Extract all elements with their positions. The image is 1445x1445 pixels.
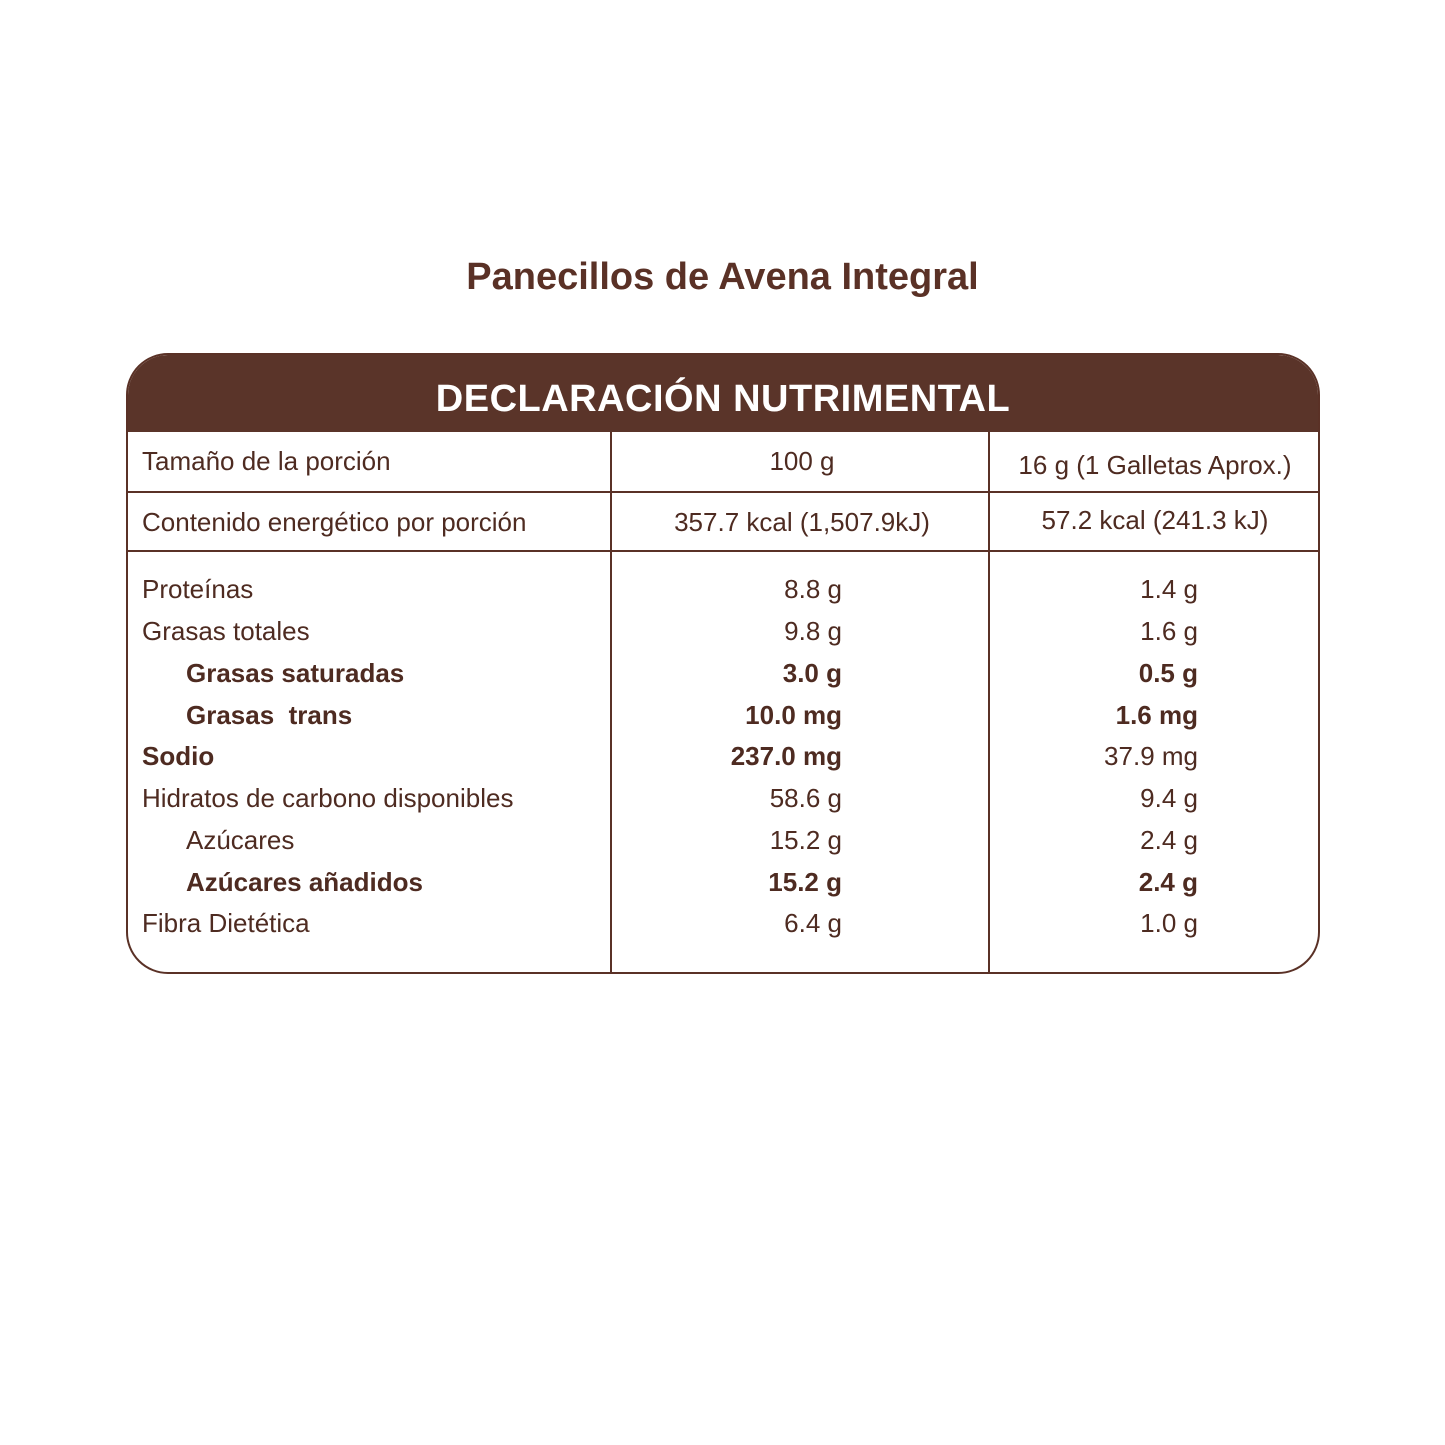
nutrient-col1: 58.6 g [769, 783, 842, 813]
nutrient-col1: 3.0 g [782, 658, 842, 688]
energy-label: Contenido energético por porción [142, 507, 527, 537]
nutrient-col2: 37.9 mg [1104, 741, 1198, 771]
nutrient-label: Proteínas [142, 574, 254, 604]
portion-col2: 16 g (1 Galletas Aprox.) [1018, 450, 1292, 480]
nutrient-col2: 1.4 g [1140, 574, 1198, 604]
nutrient-label: Azúcares [186, 825, 295, 855]
nutrient-label: Azúcares añadidos [186, 867, 423, 897]
energy-col1: 357.7 kcal (1,507.9kJ) [674, 507, 930, 537]
nutrient-col1: 15.2 g [769, 825, 842, 855]
nutrient-col2: 1.0 g [1140, 908, 1198, 938]
nutrient-col1: 237.0 mg [730, 741, 842, 771]
product-title: Panecillos de Avena Integral [466, 256, 979, 298]
table-header: DECLARACIÓN NUTRIMENTAL [128, 355, 1318, 432]
nutrient-col1: 8.8 g [784, 574, 842, 604]
portion-col1: 100 g [769, 446, 835, 476]
nutrient-col2: 1.6 mg [1115, 700, 1198, 730]
nutrient-label: Hidratos de carbono disponibles [142, 783, 514, 813]
nutrient-col2: 0.5 g [1138, 658, 1198, 688]
row-divider-2 [128, 550, 1318, 552]
nutrient-col1: 9.8 g [784, 616, 842, 646]
nutrient-col1: 10.0 mg [745, 700, 842, 730]
nutrient-label: Grasas saturadas [186, 658, 405, 688]
nutrient-col2: 1.6 g [1140, 616, 1198, 646]
nutrition-table [126, 353, 1320, 974]
nutrient-col1: 6.4 g [784, 908, 842, 938]
nutrient-label: Grasas trans [186, 700, 353, 730]
row-divider-1 [128, 491, 1318, 493]
portion-label: Tamaño de la porción [142, 446, 391, 476]
nutrient-label: Sodio [142, 741, 215, 771]
nutrient-col2: 2.4 g [1138, 867, 1198, 897]
nutrient-col1: 15.2 g [768, 867, 842, 897]
nutrient-col2: 2.4 g [1140, 825, 1198, 855]
nutrient-label: Grasas totales [142, 616, 310, 646]
nutrient-label: Fibra Dietética [142, 908, 310, 938]
energy-col2: 57.2 kcal (241.3 kJ) [1041, 505, 1269, 535]
nutrient-col2: 9.4 g [1140, 783, 1198, 813]
